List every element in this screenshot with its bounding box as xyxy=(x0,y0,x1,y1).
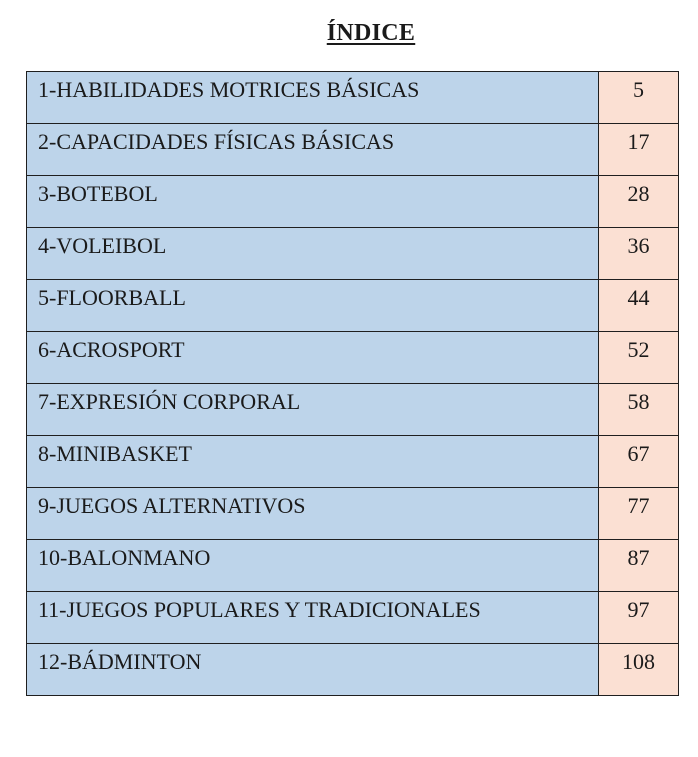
index-row xyxy=(27,436,679,488)
index-row xyxy=(27,72,679,124)
index-row xyxy=(27,124,679,176)
index-row xyxy=(27,644,679,696)
index-entry-label: 12-BÁDMINTON xyxy=(27,644,599,696)
index-row xyxy=(27,332,679,384)
index-entry-page: 87 xyxy=(598,540,678,592)
index-entry-page: 28 xyxy=(598,176,678,228)
index-entry-page: 67 xyxy=(598,436,678,488)
index-table xyxy=(26,71,679,696)
index-entry-label: 5-FLOORBALL xyxy=(27,280,599,332)
index-entry-label: 8-MINIBASKET xyxy=(27,436,599,488)
index-row xyxy=(27,540,679,592)
index-row xyxy=(27,228,679,280)
index-entry-page: 108 xyxy=(598,644,678,696)
index-entry-label: 7-EXPRESIÓN CORPORAL xyxy=(27,384,599,436)
index-entry-page: 52 xyxy=(598,332,678,384)
index-entry-label: 6-ACROSPORT xyxy=(27,332,599,384)
index-entry-page: 97 xyxy=(598,592,678,644)
index-entry-page: 36 xyxy=(598,228,678,280)
index-row xyxy=(27,488,679,540)
index-entry-page: 77 xyxy=(598,488,678,540)
index-row xyxy=(27,592,679,644)
index-row xyxy=(27,384,679,436)
index-row xyxy=(27,280,679,332)
index-entry-label: 11-JUEGOS POPULARES Y TRADICIONALES xyxy=(27,592,599,644)
index-title: ÍNDICE xyxy=(326,20,416,46)
index-entry-label: 9-JUEGOS ALTERNATIVOS xyxy=(27,488,599,540)
index-entry-label: 1-HABILIDADES MOTRICES BÁSICAS xyxy=(27,72,599,124)
index-entry-page: 44 xyxy=(598,280,678,332)
index-entry-label: 3-BOTEBOL xyxy=(27,176,599,228)
index-entry-page: 58 xyxy=(598,384,678,436)
index-row xyxy=(27,176,679,228)
index-entry-label: 2-CAPACIDADES FÍSICAS BÁSICAS xyxy=(27,124,599,176)
index-entry-label: 10-BALONMANO xyxy=(27,540,599,592)
index-entry-page: 17 xyxy=(598,124,678,176)
index-entry-page: 5 xyxy=(598,72,678,124)
index-entry-label: 4-VOLEIBOL xyxy=(27,228,599,280)
